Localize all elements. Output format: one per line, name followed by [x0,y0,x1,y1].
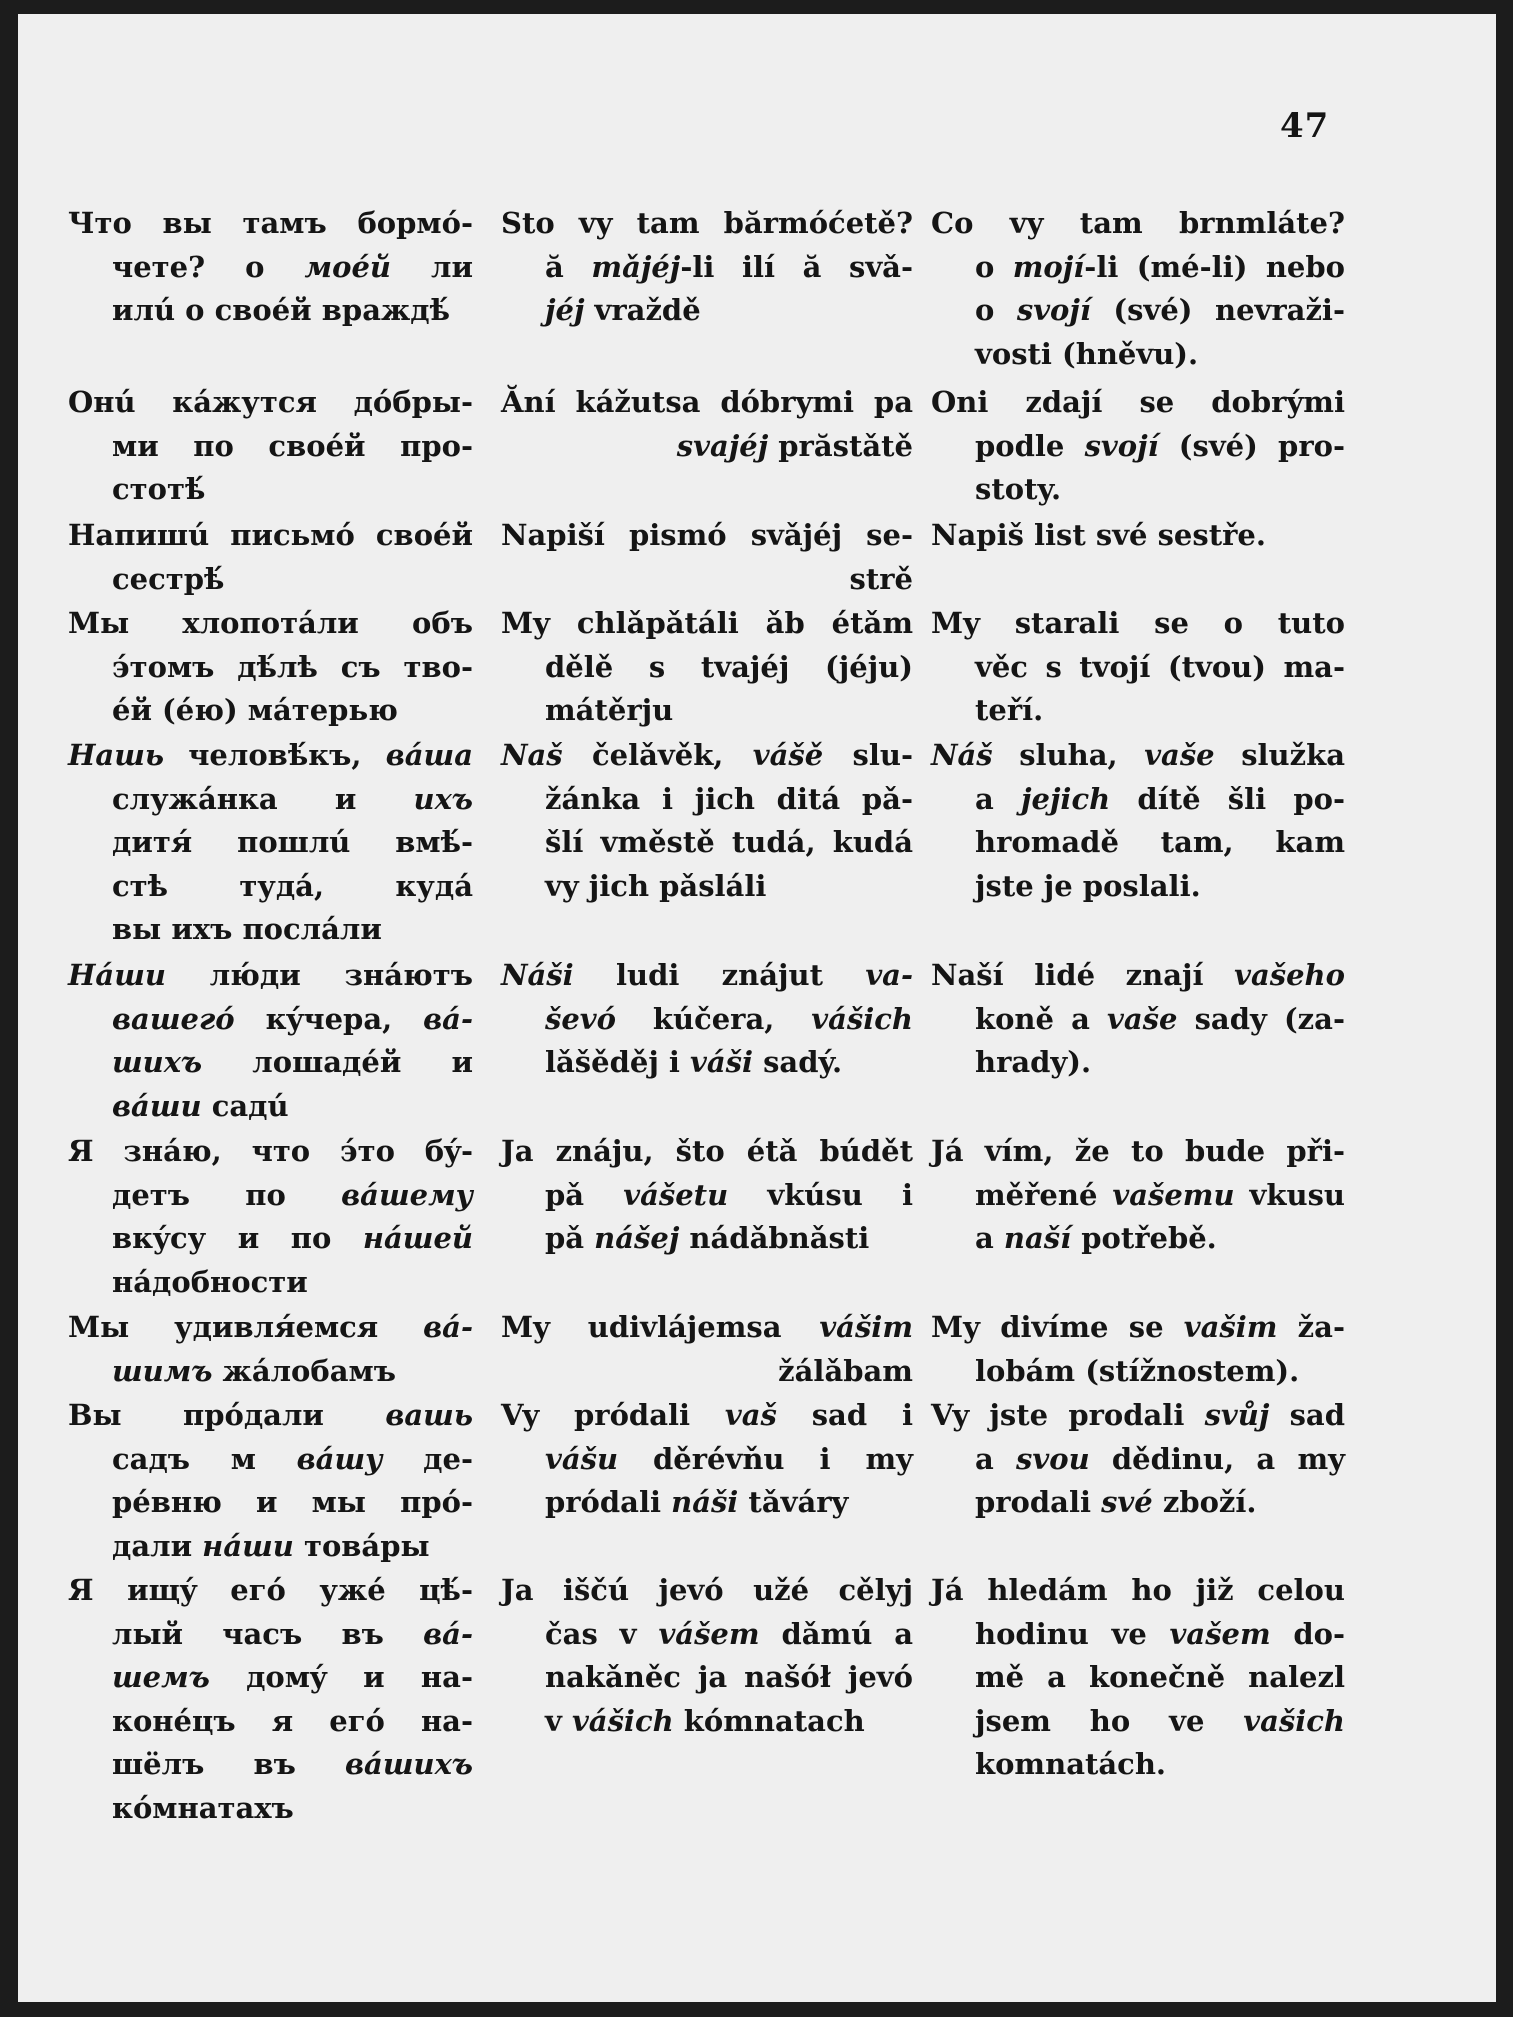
text-line: nakǎněc ja našół jevó [545,1660,913,1694]
text-line: věc s tvojí (tvou) ma- [975,649,1345,684]
text-line: Náši ludi znájut va- [501,958,913,992]
text-line: jste je poslali. [975,868,1201,903]
text-line: měřené vašemu vkusu [975,1177,1345,1212]
text-line: Нашь человѣ́къ, вáша [68,738,473,772]
text-line: Онú кáжутся дóбры- [68,385,473,419]
text-line: lǎšěděj i váši sadý. [545,1045,843,1079]
transliteration-cell [501,1306,913,1393]
text-line: Napiš list své sestře. [931,518,1266,552]
text-line: Naší lidé znají vašeho [931,958,1345,992]
russian-cell [68,202,473,333]
text-line: žánka i jich ditá pǎ- [545,781,913,816]
text-line: вашегó кýчера, вá- [112,1001,473,1036]
text-line: hromadě tam, kam [975,825,1345,859]
text-line: стѣ тудá, кудá [112,868,473,903]
russian-cell [68,1130,473,1304]
text-line: Что вы тамъ бормó- [68,206,473,240]
text-line: stoty. [975,472,1062,506]
text-line: стотѣ́ [112,472,206,506]
transliteration-cell [501,954,913,1085]
text-line: рéвню и мы прó- [112,1485,473,1519]
text-line: ми по своéй про- [112,428,473,463]
czech-cell [931,202,1345,376]
text-line: конéцъ я егó на- [112,1703,473,1738]
text-line: pǎ nášej nádǎbnǎsti [545,1221,870,1255]
text-line: дали нáши товáры [112,1528,430,1563]
text-line: кóмнатахъ [112,1790,294,1825]
text-line: My divíme se vašim ža- [931,1310,1345,1344]
text-line: lobám (stížnostem). [975,1353,1300,1388]
text-line: Vy pródali vaš sad i [501,1398,914,1432]
text-line: koně a vaše sady (za- [975,1001,1345,1036]
text-line: prodali své zboží. [975,1485,1257,1519]
text-line: лый часъ въ вá- [112,1616,473,1651]
russian-cell [68,602,473,733]
russian-cell [68,734,473,952]
text-line: ševó kúčera, vášich [545,1001,913,1036]
czech-cell [931,1130,1345,1261]
text-line: mátěrju [545,693,674,727]
russian-cell [68,381,473,512]
text-line: a jejich dítě šli po- [975,781,1345,816]
russian-cell [68,954,473,1128]
czech-cell [931,1306,1345,1393]
text-line: шимъ жáлобамъ [112,1353,396,1388]
czech-cell [931,381,1345,512]
text-line: Naš čelǎvěk, vášě slu- [501,738,913,772]
text-line: Ăní kážutsa dóbrymi pa [501,385,913,419]
book-page [18,14,1496,2002]
text-line: podle svojí (své) pro- [975,428,1345,463]
text-line: э́томъ дѣ́лѣ съ тво- [112,649,473,684]
russian-cell [68,514,473,601]
transliteration-cell [501,1569,913,1743]
transliteration-cell [501,514,913,601]
text-line: нáдобности [112,1264,308,1299]
text-line: шемъ домý и на- [112,1660,473,1694]
text-line: komnatách. [975,1747,1167,1781]
text-line: a naší potřebě. [975,1221,1217,1255]
text-line: teří. [975,693,1044,727]
text-line: Мы хлопотáли объ [68,606,473,640]
transliteration-cell [501,1130,913,1261]
russian-cell [68,1306,473,1393]
text-line: Мы удивля́емся вá- [68,1310,473,1344]
text-line: strě [849,561,913,596]
text-line: vosti (hněvu). [975,336,1199,371]
russian-cell [68,1394,473,1568]
text-line: Oni zdají se dobrými [931,385,1345,419]
text-line: вкýсу и по нáшей [112,1221,473,1255]
text-line: Напишú письмó своéй [68,518,473,552]
text-line: o svojí (své) nevraži- [975,293,1345,327]
text-line: My chlǎpǎtáli ǎb étǎm [501,606,913,640]
czech-cell [931,954,1345,1085]
text-line: ă mǎjéj-li ilí ă svǎ- [545,249,914,284]
transliteration-cell [501,381,913,468]
text-line: a svou dědinu, a my [975,1441,1346,1476]
text-line: Я ищý егó ужé цѣ́- [68,1573,473,1607]
text-line: mě a konečně nalezl [975,1660,1345,1694]
text-line: My starali se o tuto [931,606,1345,640]
text-line: дитя́ пошлú вмѣ́- [112,825,473,859]
czech-cell [931,602,1345,733]
text-line: šlí vměstě tudá, kudá [545,825,913,859]
text-line: Vy jste prodali svůj sad [931,1398,1345,1432]
text-line: Я знáю, что э́то бý- [68,1134,473,1168]
czech-cell [931,1569,1345,1787]
text-line: hodinu ve vašem do- [975,1616,1345,1651]
text-line: vášu děrévňu i my [545,1441,913,1476]
text-line: v vášich kómnatach [545,1703,865,1738]
czech-cell [931,734,1345,908]
text-line: сестрѣ́ [112,561,225,596]
text-line: илú о своéй враждѣ́ [112,293,451,327]
page-number: 47 [1280,106,1330,146]
transliteration-cell [501,734,913,908]
text-line: служáнка и ихъ [112,781,473,816]
text-line: o mojí-li (mé-li) nebo [975,249,1345,284]
text-line: шёлъ въ вáшихъ [112,1747,473,1781]
transliteration-cell [501,202,913,333]
text-line: svajéj prăstǎtě [676,428,913,463]
text-line: dělě s tvajéj (jéju) [545,649,913,684]
text-line: jsem ho ve vašich [975,1703,1345,1738]
text-line: Já hledám ho již celou [931,1573,1345,1607]
text-line: hrady). [975,1045,1092,1079]
text-line: детъ по вáшему [112,1177,473,1212]
text-line: садъ м вáшу де- [112,1441,473,1476]
text-line: Вы прóдали вашь [68,1398,473,1432]
text-line: вы ихъ послáли [112,912,382,946]
text-line: Náš sluha, vaše služka [931,738,1345,772]
czech-cell [931,1394,1345,1525]
text-line: Co vy tam brnmláte? [931,206,1345,240]
text-line: čas v vášem dǎmú a [545,1616,913,1651]
text-line: Já vím, že to bude při- [931,1134,1345,1168]
text-line: pǎ vášetu vkúsu i [545,1177,913,1212]
text-line: Ja iščú jevó užé cělyj [501,1573,913,1607]
text-line: vy jich pǎsláli [545,868,767,903]
text-line: Нáши лю́ди знáютъ [68,958,473,992]
text-line: éй (éю) мáтерью [112,693,398,727]
transliteration-cell [501,602,913,733]
text-line: Ja znáju, što étǎ búdět [501,1134,913,1168]
transliteration-cell [501,1394,913,1525]
parallel-text-table [18,14,1496,2002]
text-line: Sto vy tam bărmóćetě? [501,206,913,240]
text-line: pródali náši tǎváry [545,1485,849,1519]
text-line: My udivlájemsa vášim [501,1310,913,1344]
russian-cell [68,1569,473,1830]
text-line: шихъ лошадéй и [112,1045,473,1079]
text-line: žálǎbam [778,1353,913,1388]
text-line: чете? о моéй ли [112,249,473,284]
czech-cell [931,514,1345,558]
text-line: Napiší pismó svǎjéj se- [501,518,913,552]
text-line: jéj vraždě [545,293,701,327]
text-line: вáши садú [112,1088,289,1123]
